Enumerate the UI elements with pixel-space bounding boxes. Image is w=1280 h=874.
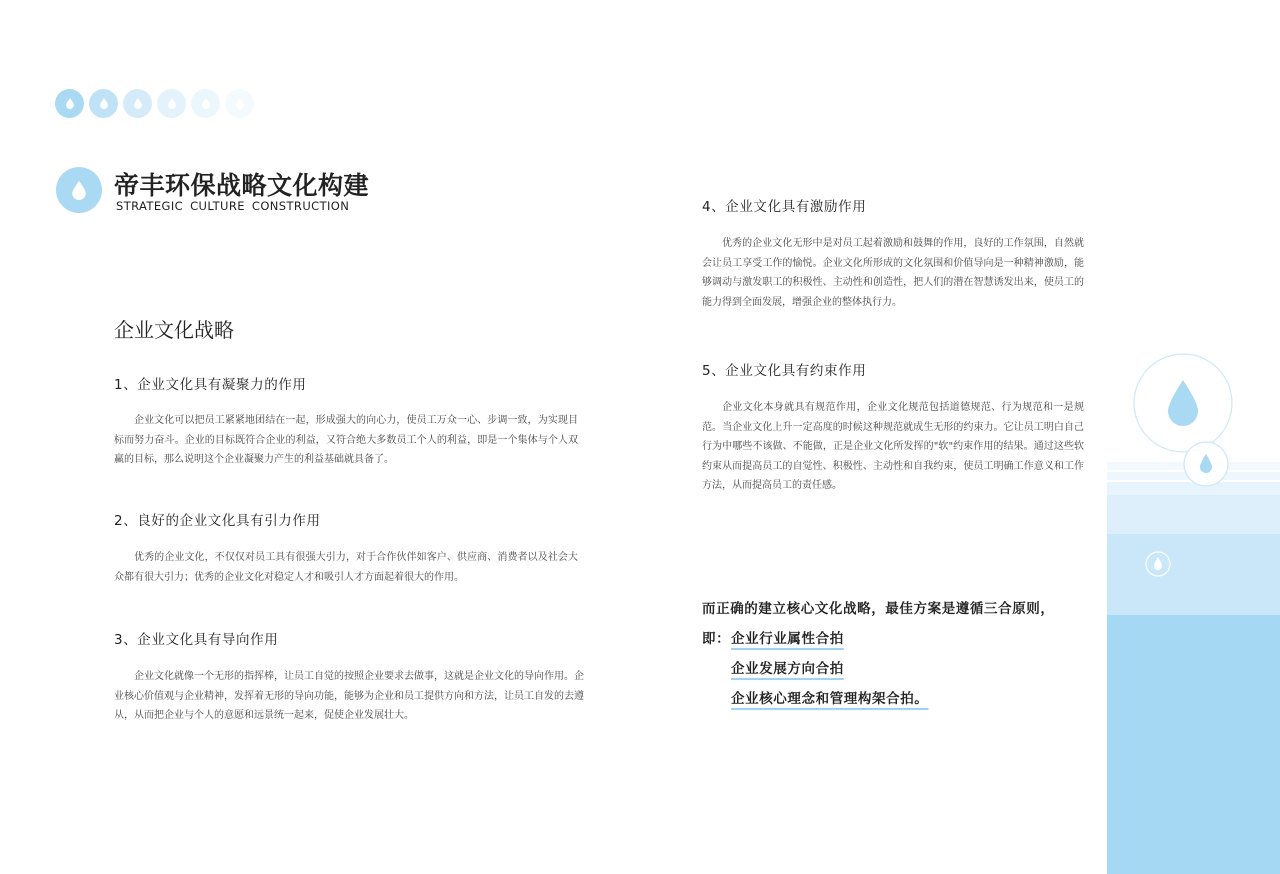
principle-line-2: 企业发展方向合拍 <box>731 661 844 677</box>
principle-line-1: 企业行业属性合拍 <box>731 631 844 647</box>
water-drop-icon <box>72 181 86 200</box>
water-drop-icon <box>1154 557 1162 570</box>
principle-line-3: 企业核心理念和管理构架合拍。 <box>731 691 929 707</box>
item-5-body: 企业文化本身就具有规范作用，企业文化规范包括道德规范、行为规范和一是规范。当企业文化上升一定高度的时候这种规范就成生无形的约束力。它让员工明白自己行为中哪些不该做、不能做，正是企业文化所发挥的"软"约束作用的结果。通过这些软约束从而提高员工的自觉性、积极性、主动性和自我约束，使员工明确工作意义和工作方法，从而提高员工的责任感。 <box>702 402 1084 492</box>
item-1-heading: 1、企业文化具有凝聚力的作用 <box>114 377 307 393</box>
decor-bubbles <box>1107 340 1280 600</box>
item-4-body: 优秀的企业文化无形中是对员工起着激励和鼓舞的作用，良好的工作氛围，自然就会让员工享受工作的愉悦。企业文化所形成的文化氛围和价值导向是一种精神激励，能够调动与激发职工的积极性、主动性和创造性，把人们的潜在智慧诱发出来，使员工的能力得到全面发展，增强企业的整体执行力。 <box>702 238 1084 308</box>
principle-intro: 而正确的建立核心文化战略，最佳方案是遵循三合原则， <box>702 601 1055 617</box>
item-5-heading: 5、企业文化具有约束作用 <box>702 363 867 379</box>
section-title: 企业文化战略 <box>114 318 234 342</box>
water-drop-icon <box>66 98 74 109</box>
item-2-heading: 2、良好的企业文化具有引力作用 <box>114 513 321 529</box>
water-drop-dot-4 <box>157 89 186 118</box>
item-2-body: 优秀的企业文化，不仅仅对员工具有很强大引力，对于合作伙伴如客户、供应商、消费者以及社会大众都有很大引力；优秀的企业文化对稳定人才和吸引人才方面起着很大的作用。 <box>114 552 578 583</box>
principle-prefix: 即： <box>702 631 731 647</box>
water-drop-icon <box>100 98 108 109</box>
water-drop-dot-1 <box>55 89 84 118</box>
water-drop-icon <box>202 98 210 109</box>
progress-dots <box>55 89 254 118</box>
item-3-body: 企业文化就像一个无形的指挥棒，让员工自觉的按照企业要求去做事，这就是企业文化的导向作用。企业核心价值观与企业精神，发挥着无形的导向功能，能够为企业和员工提供方向和方法，让员工自发的去遵从，从而把企业与个人的意愿和远景统一起来，促使企业发展壮大。 <box>114 671 584 722</box>
item-4-heading: 4、企业文化具有激励作用 <box>702 199 867 215</box>
water-drop-icon <box>134 98 142 109</box>
water-drop-dot-3 <box>123 89 152 118</box>
water-drop-dot-6 <box>225 89 254 118</box>
page-subtitle: STRATEGIC CULTURE CONSTRUCTION <box>116 199 350 213</box>
water-drop-dot-2 <box>89 89 118 118</box>
water-drop-icon <box>236 98 244 109</box>
page-title: 帝丰环保战略文化构建 <box>114 171 370 200</box>
item-1-body: 企业文化可以把员工紧紧地团结在一起，形成强大的向心力，使员工万众一心、步调一致，为实现目标而努力奋斗。企业的目标既符合企业的利益，又符合绝大多数员工个人的利益，即是一个集体与个人双赢的目标，那么说明这个企业凝聚力产生的利益基础就具备了。 <box>114 415 578 466</box>
decor-band-dark <box>1107 615 1280 874</box>
water-drop-icon <box>168 98 176 109</box>
water-drop-dot-5 <box>191 89 220 118</box>
item-3-heading: 3、企业文化具有导向作用 <box>114 632 279 648</box>
title-logo <box>56 167 102 213</box>
